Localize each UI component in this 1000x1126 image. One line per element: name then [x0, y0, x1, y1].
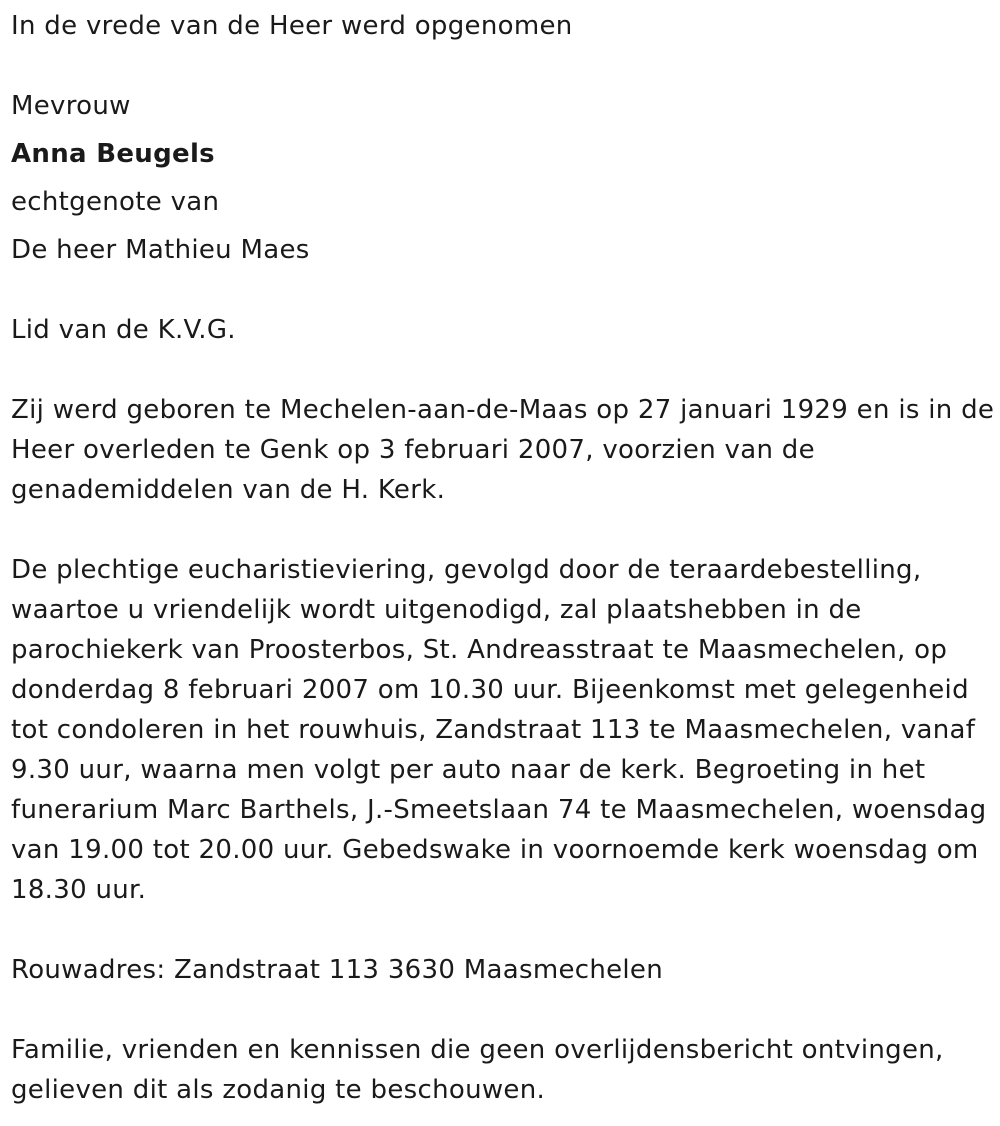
paragraph-line: funerarium Marc Barthels, J.-Smeetslaan 74 te Maasmechelen, woensdag — [11, 795, 987, 825]
paragraph-line: Zij werd geboren te Mechelen-aan-de-Maas op 27 januari 1929 en is in de — [11, 395, 995, 425]
paragraph-line: Heer overleden te Genk op 3 februari 2007, voorzien van de — [11, 435, 815, 465]
paragraph-line: parochiekerk van Proosterbos, St. Andreasstraat te Maasmechelen, op — [11, 635, 948, 665]
paragraph-line: 9.30 uur, waarna men volgt per auto naar de kerk. Begroeting in het — [11, 755, 926, 785]
ceremony-paragraph — [11, 550, 996, 910]
mourning-address: Rouwadres: Zandstraat 113 3630 Maasmechelen — [11, 955, 664, 985]
paragraph-line: 18.30 uur. — [11, 875, 147, 905]
paragraph-line: van 19.00 tot 20.00 uur. Gebedswake in voornoemde kerk woensdag om — [11, 835, 979, 865]
paragraph-line: gelieven dit als zodanig te beschouwen. — [11, 1075, 546, 1105]
salutation-text: Mevrouw — [11, 91, 131, 121]
birth-death-paragraph — [11, 390, 996, 510]
paragraph-line: donderdag 8 februari 2007 om 10.30 uur. Bijeenkomst met gelegenheid — [11, 675, 969, 705]
paragraph-line: De plechtige eucharistieviering, gevolgd door de teraardebestelling, — [11, 555, 922, 585]
intro-text: In de vrede van de Heer werd opgenomen — [11, 11, 573, 41]
paragraph-line: waartoe u vriendelijk wordt uitgenodigd, zal plaatshebben in de — [11, 595, 862, 625]
membership-text: Lid van de K.V.G. — [11, 315, 236, 345]
relation-text: echtgenote van — [11, 187, 220, 217]
paragraph-line: tot condoleren in het rouwhuis, Zandstraat 113 te Maasmechelen, vanaf — [11, 715, 976, 745]
closing-paragraph — [11, 1030, 996, 1110]
deceased-name: Anna Beugels — [11, 139, 215, 169]
spouse-name: De heer Mathieu Maes — [11, 235, 310, 265]
paragraph-line: Familie, vrienden en kennissen die geen overlijdensbericht ontvingen, — [11, 1035, 944, 1065]
paragraph-line: genademiddelen van de H. Kerk. — [11, 475, 446, 505]
